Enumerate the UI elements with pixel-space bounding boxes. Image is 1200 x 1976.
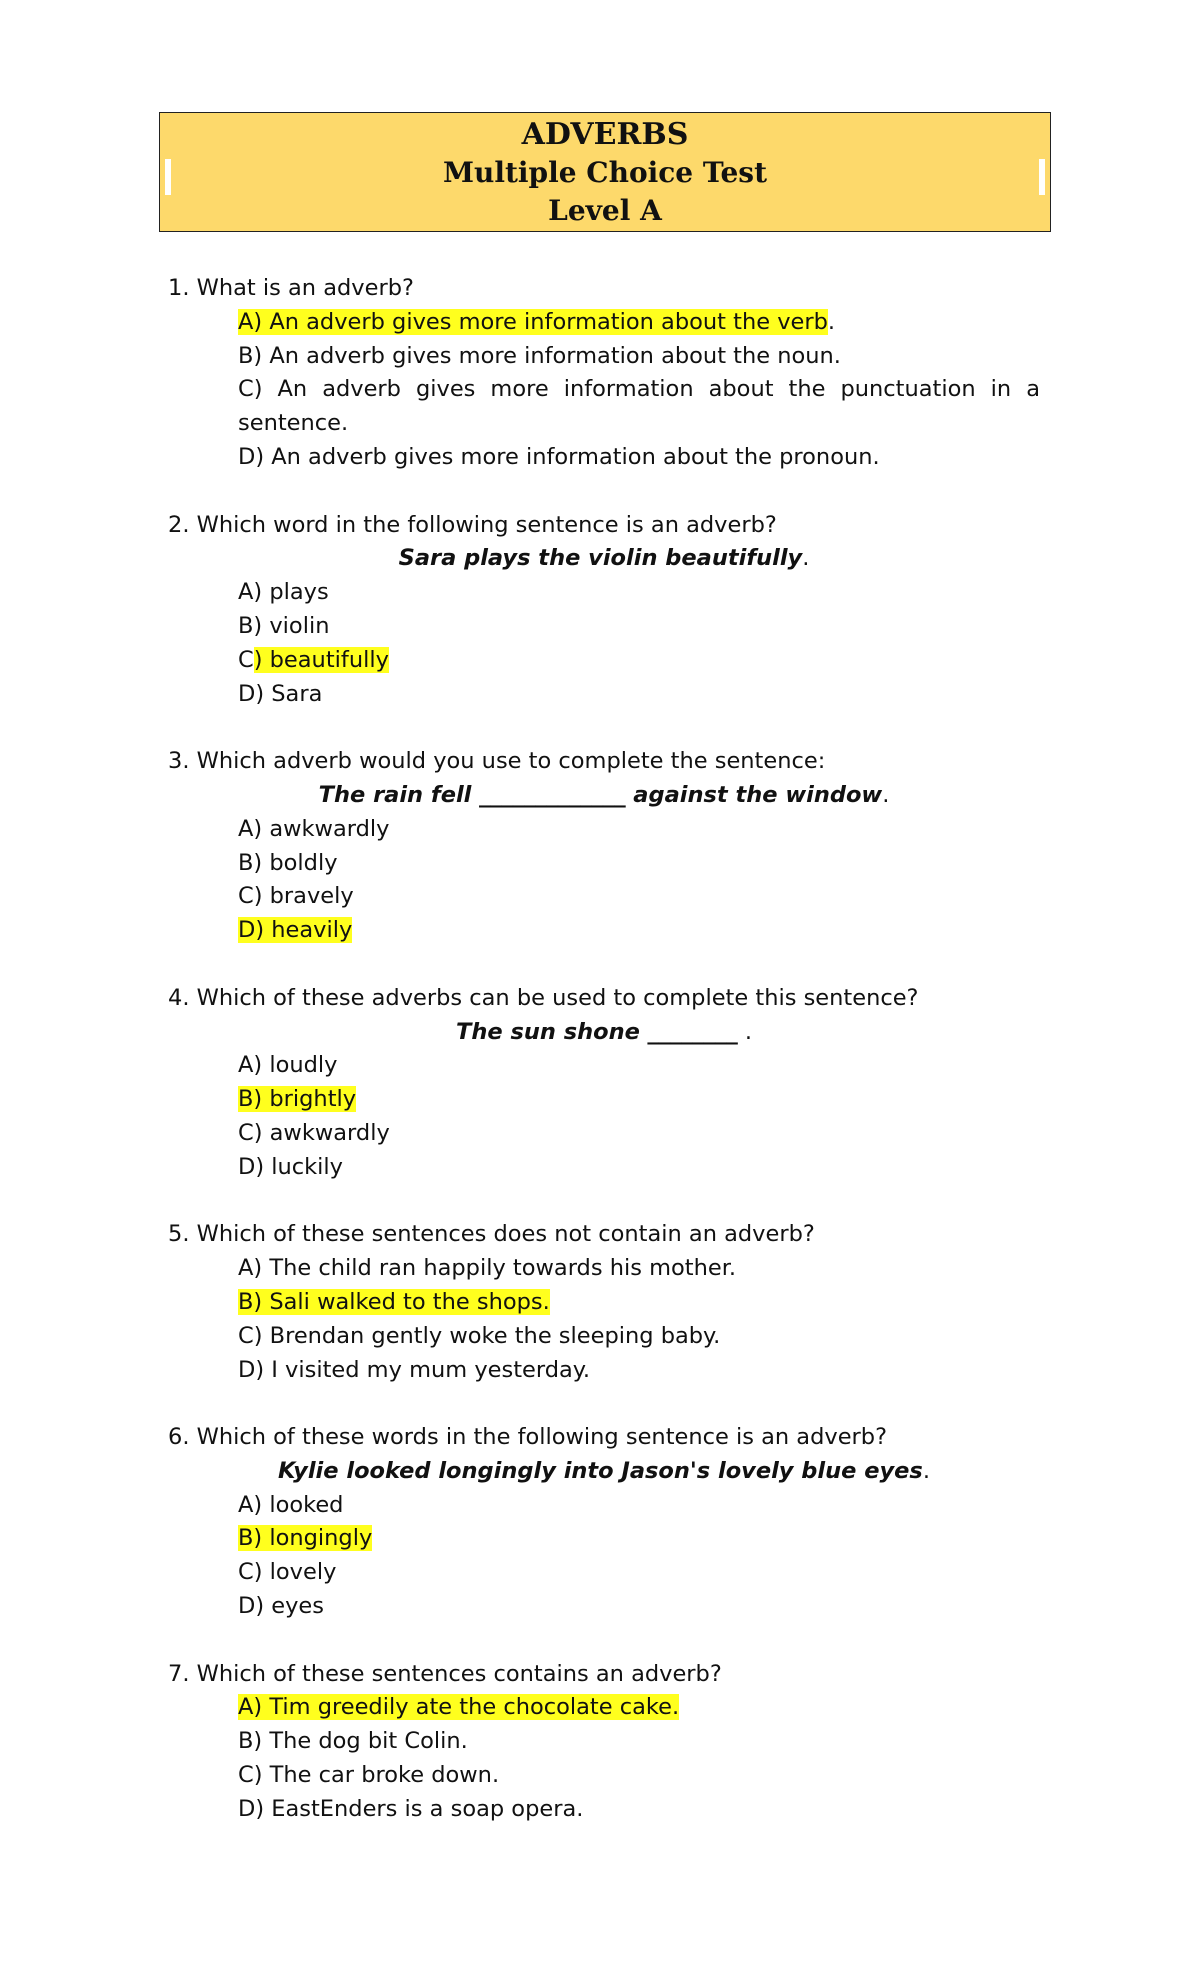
- question-text: 3. Which adverb would you use to complete the sentence:: [168, 748, 826, 775]
- sentence-end: .: [802, 545, 810, 572]
- example-sentence: [168, 779, 1040, 813]
- highlighted-answer: B) brightly: [238, 1086, 357, 1113]
- example-sentence-text: The sun shone ________: [455, 1018, 738, 1045]
- example-sentence-text: The rain fell _____________ against the window: [318, 781, 883, 808]
- question-4: [168, 982, 1040, 1185]
- option-b: B) The dog bit Colin.: [238, 1728, 468, 1755]
- option-d: D) An adverb gives more information about the pronoun.: [238, 443, 880, 470]
- option-b: B) boldly: [238, 849, 338, 876]
- option-c: [168, 644, 1040, 678]
- option-b: B) An adverb gives more information about the noun.: [238, 342, 841, 369]
- option-a: A) The child ran happily towards his mother.: [238, 1255, 737, 1282]
- question-3: [168, 745, 1040, 948]
- question-1: [168, 272, 1040, 475]
- question-6: [168, 1421, 1040, 1624]
- option-a: [168, 306, 1040, 340]
- option-d: [168, 914, 1040, 948]
- option-c: C) lovely: [238, 1559, 337, 1586]
- option-a: A) awkwardly: [238, 815, 390, 842]
- option-d: D) EastEnders is a soap opera.: [238, 1795, 584, 1822]
- option-d: D) luckily: [238, 1153, 343, 1180]
- option-d: D) I visited my mum yesterday.: [238, 1356, 591, 1383]
- example-sentence: [168, 1455, 1040, 1489]
- option-a: A) plays: [238, 579, 329, 606]
- question-text: 1. What is an adverb?: [168, 275, 414, 301]
- highlighted-answer: B) longingly: [238, 1525, 373, 1552]
- question-text: 5. Which of these sentences does not contain an adverb?: [168, 1221, 815, 1248]
- highlighted-answer: A) Tim greedily ate the chocolate cake.: [238, 1694, 680, 1721]
- option-b: [168, 1083, 1040, 1117]
- sentence-end: .: [882, 781, 890, 808]
- example-sentence-text: Sara plays the violin beautifully: [398, 545, 803, 572]
- highlighted-answer: A) An adverb gives more information about the verb: [238, 308, 828, 335]
- option-c: C) The car broke down.: [238, 1762, 500, 1789]
- option-c: C) Brendan gently woke the sleeping baby.: [238, 1322, 721, 1349]
- option-a: A) looked: [238, 1491, 344, 1518]
- question-text: 6. Which of these words in the following sentence is an adverb?: [168, 1424, 888, 1451]
- question-2: [168, 509, 1040, 712]
- option-a: A) loudly: [238, 1052, 338, 1079]
- title-box: [159, 112, 1051, 232]
- level-label: Level A: [548, 194, 662, 227]
- question-text: 7. Which of these sentences contains an adverb?: [168, 1660, 722, 1687]
- option-b: [168, 1522, 1040, 1556]
- highlighted-answer: ) beautifully: [253, 646, 389, 673]
- option-d: D) Sara: [238, 680, 323, 707]
- page-subtitle: Multiple Choice Test: [442, 156, 768, 189]
- option-a-end: .: [827, 308, 836, 335]
- page-title: ADVERBS: [521, 117, 689, 152]
- question-text: 2. Which word in the following sentence is an adverb?: [168, 511, 777, 538]
- example-sentence: [168, 542, 1040, 576]
- question-7: [168, 1658, 1040, 1827]
- question-5: [168, 1218, 1040, 1387]
- option-b: B) violin: [238, 612, 330, 639]
- sentence-end: .: [737, 1018, 752, 1045]
- example-sentence: [168, 1016, 1040, 1050]
- highlighted-answer: B) Sali walked to the shops.: [238, 1288, 550, 1315]
- option-c: C) An adverb gives more information about the punctuation in a sentence.: [238, 376, 1040, 437]
- question-list: [168, 272, 1040, 1860]
- highlighted-answer: D) heavily: [238, 917, 353, 944]
- option-c-letter: C: [238, 646, 254, 673]
- option-d: D) eyes: [238, 1593, 324, 1620]
- example-sentence-text: Kylie looked longingly into Jason's lovely blue eyes: [278, 1457, 923, 1484]
- sentence-end: .: [922, 1457, 930, 1484]
- option-b: [168, 1286, 1040, 1320]
- option-a: [168, 1691, 1040, 1725]
- option-c: C) bravely: [238, 883, 354, 910]
- question-text: 4. Which of these adverbs can be used to complete this sentence?: [168, 984, 919, 1011]
- option-c: C) awkwardly: [238, 1119, 390, 1146]
